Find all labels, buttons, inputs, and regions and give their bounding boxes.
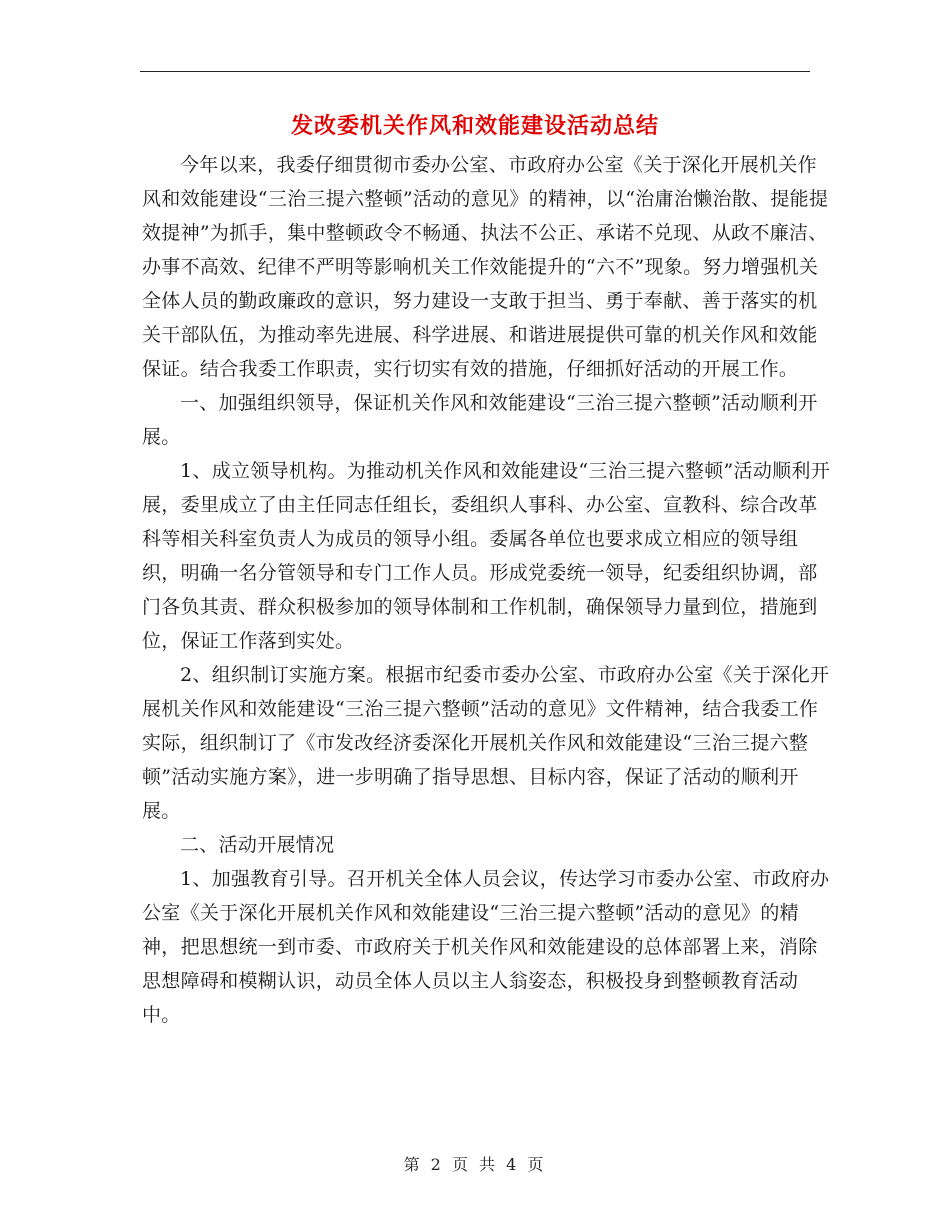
page-number-footer: 第 2 页 共 4 页 [403, 1155, 547, 1174]
section-heading-1: 一、加强组织领导，保证机关作风和效能建设“三治三提六整顿”活动顺利开展。 [142, 392, 818, 448]
document-body [142, 148, 832, 1032]
document-title: 发改委机关作风和效能建设活动总结 [290, 113, 659, 139]
paragraph-1-2: 2、组织制订实施方案。根据市纪委市委办公室、市政府办公室《关于深化开展机关作风和效能建设“三治三提六整顿”活动的意见》文件精神，结合我委工作实际，组织制订了《市发改经济委深化开展机关作风和效能建设“三治三提六整顿”活动实施方案》，进一步明确了指导思想、目标内容，保证了活动的顺利开展。 [142, 664, 830, 822]
paragraph-intro: 今年以来，我委仔细贯彻市委办公室、市政府办公室《关于深化开展机关作风和效能建设“三治三提六整顿”活动的意见》的精神，以“治庸治懒治散、提能提效提神”为抓手，集中整顿政令不畅通、执法不公正、承诺不兑现、从政不廉洁、办事不高效、纪律不严明等影响机关工作效能提升的“六不”现象。努力增强机关全体人员的勤政廉政的意识，努力建设一支敢于担当、勇于奉献、善于落实的机关干部队伍，为推动率先进展、科学进展、和谐进展提供可靠的机关作风和效能保证。结合我委工作职责，实行切实有效的措施，仔细抓好活动的开展工作。 [142, 154, 829, 380]
section-heading-2: 二、活动开展情况 [180, 834, 335, 856]
header-rule [140, 71, 810, 72]
paragraph-2-1: 1、加强教育引导。召开机关全体人员会议，传达学习市委办公室、市政府办公室《关于深化开展机关作风和效能建设“三治三提六整顿”活动的意见》的精神，把思想统一到市委、市政府关于机关作风和效能建设的总体部署上来，消除思想障碍和模糊认识，动员全体人员以主人翁姿态，积极投身到整顿教育活动中。 [142, 868, 830, 1026]
paragraph-1-1: 1、成立领导机构。为推动机关作风和效能建设“三治三提六整顿”活动顺利开展，委里成立了由主任同志任组长，委组织人事科、办公室、宣教科、综合改革科等相关科室负责人为成员的领导小组。委属各单位也要求成立相应的领导组织，明确一名分管领导和专门工作人员。形成党委统一领导，纪委组织协调，部门各负其责、群众积极参加的领导体制和工作机制，确保领导力量到位，措施到位，保证工作落到实处。 [142, 460, 831, 652]
